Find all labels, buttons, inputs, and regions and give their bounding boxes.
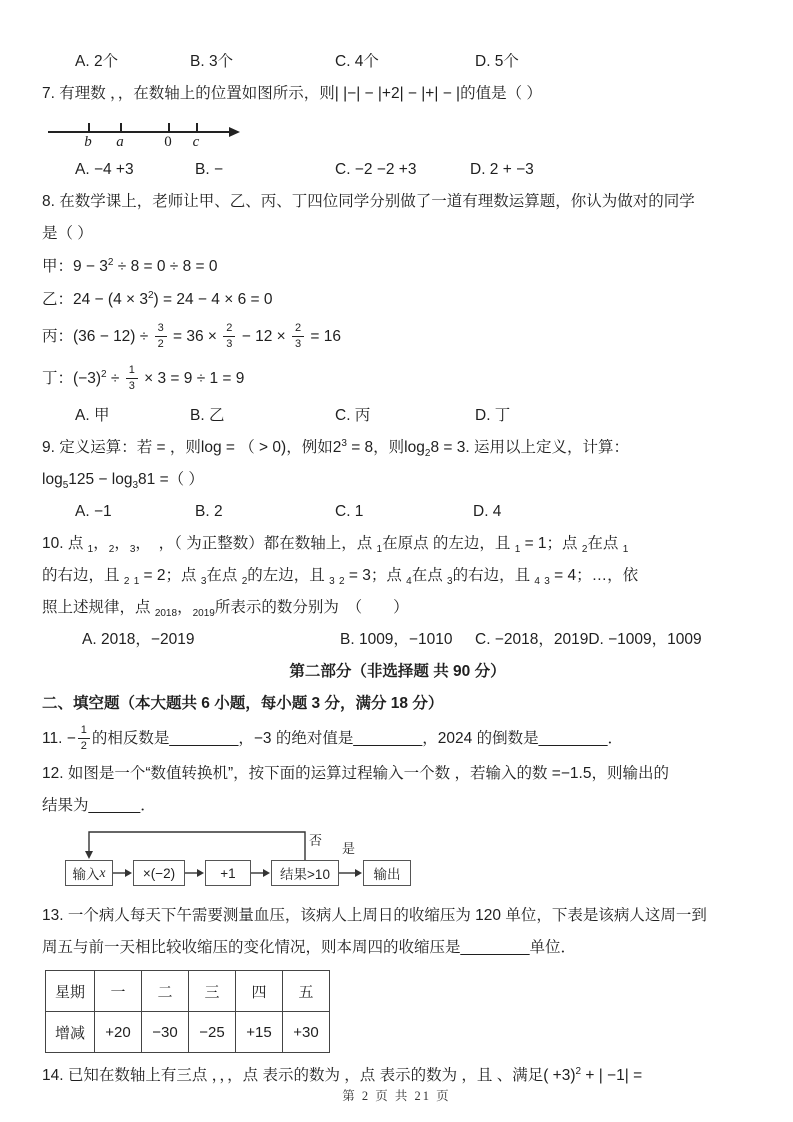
flow-label-yes: 是 <box>342 841 356 856</box>
fill-in-section-header: 二、填空题（本大题共 6 小题，每小题 3 分，满分 18 分） <box>42 695 444 712</box>
q6-option-c: C. 4个 <box>335 53 379 70</box>
numberline-label-0: 0 <box>164 134 172 150</box>
q8-formula-yi: 乙：$24 - (4 \times 3^2) = 24 - 4 \times 6 = 0$ <box>42 289 273 308</box>
q13-stem-line2: 周五与前一天相比较收缩压的变化情况，则本周四的收缩压是________单位． <box>42 939 576 956</box>
q8-stem-line1: 8. 在数学课上，老师让甲、乙、丙、丁四位同学分别做了一道有理数运算题，你认为做对的同学 <box>42 193 695 210</box>
numberline-label-c: c <box>192 134 200 150</box>
q10-options <box>42 624 753 656</box>
table-cell: 一 <box>95 971 142 1012</box>
q10-option-b: B. 1009，−1010 <box>340 631 453 648</box>
flow-label-no: 否 <box>309 833 323 848</box>
q12-flowchart-figure <box>45 824 475 900</box>
q7-option-d: D. 2 + −3 <box>470 161 534 178</box>
flow-box-input-variable: x <box>99 865 106 880</box>
q10-option-a: A. 2018，−2019 <box>82 631 195 648</box>
q8-formula-bing: 丙：(36 − 12) ÷ $\frac{3}{2}$ = 36 × $\frac{2}{3}$ − 12 × $\frac{2}{3}$ = 16 <box>42 321 342 350</box>
q11-stem: 11. − $\frac{1}{2}$ 的相反数是________，−3 的绝对值是________，2024 的倒数是________． <box>42 723 624 752</box>
table-cell: 五 <box>283 971 330 1012</box>
q8-formula-ding: 丁：$(-3)^2$ ÷ $\frac{1}{3}$ × 3 = 9 ÷ 1 = 9 <box>42 363 245 392</box>
q8-option-a: A. 甲 <box>75 407 110 424</box>
q9-stem-line2: $\log_5125 - \log_381$ =（ ） <box>42 471 204 492</box>
table-cell: 二 <box>142 971 189 1012</box>
q13-stem-line1: 13. 一个病人每天下午需要测量血压，该病人上周日的收缩压为 120 单位，下表是该病人这周一到 <box>42 907 707 924</box>
q9-option-a: A. −1 <box>75 503 112 520</box>
flow-box-result-check: 结果>10 <box>271 860 339 886</box>
table-cell: −25 <box>189 1012 236 1053</box>
q8-formula-jia: 甲：$9 - 3^2 \div 8 = 0 \div 8 = 0$ <box>42 256 218 275</box>
numberline-tick-0 <box>168 123 170 132</box>
q8-option-c: C. 丙 <box>335 407 371 424</box>
numberline-arrowhead-icon <box>229 127 240 137</box>
q13-blood-pressure-table <box>45 970 330 1053</box>
numberline-tick-b <box>88 123 90 132</box>
table-cell: 星期 <box>46 971 95 1012</box>
table-cell: 四 <box>236 971 283 1012</box>
q9-option-d: D. 4 <box>473 503 502 520</box>
q6-option-b: B. 3个 <box>190 53 234 70</box>
q9-stem-line1: 9. 定义运算：若 = ，则log = （ > 0)，例如$2^3 = 8$，则$\log_28 = 3$. 运用以上定义，计算： <box>42 437 629 460</box>
q8-options <box>42 400 753 432</box>
table-row-values <box>46 1012 330 1053</box>
table-cell: +30 <box>283 1012 330 1053</box>
flow-box-plus-one: +1 <box>205 860 251 886</box>
numberline-tick-c <box>196 123 198 132</box>
flow-box-input-label: 输入 <box>72 867 100 882</box>
table-cell: +15 <box>236 1012 283 1053</box>
q10-stem-line1: 10. 点 $_1$，$_2$，$_3$， ，（ 为正整数）都在数轴上，点 $_1$在原点 的左边，且 $_1$ = 1；点 $_2$在点 $_1$ <box>42 535 629 556</box>
q10-stem-line3: 照上述规律，点 $_{2018}$，$_{2019}$所表示的数分别为 （ ） <box>42 599 409 620</box>
q7-option-c: C. −2 −2 +3 <box>335 161 417 178</box>
q12-stem-line1: 12. 如图是一个“数值转换机”，按下面的运算过程输入一个数 ，若输入的数 =−1.5，则输出的 <box>42 765 669 782</box>
q9-option-b: B. 2 <box>195 503 223 520</box>
flow-box-input <box>65 860 113 886</box>
table-row-header <box>46 971 330 1012</box>
part2-title: 第二部分（非选择题 共 90 分） <box>289 663 506 680</box>
table-cell: 三 <box>189 971 236 1012</box>
q7-option-b: B. − <box>195 161 224 178</box>
q9-option-c: C. 1 <box>335 503 364 520</box>
q7-numberline-figure <box>45 110 753 154</box>
q7-stem: 7. 有理数 ，，在数轴上的位置如图所示，则| |−| − |+2| − |+| − |的值是（ ） <box>42 85 542 102</box>
q6-option-a: A. 2个 <box>75 53 119 70</box>
q9-options <box>42 496 753 528</box>
page-number-footer: 第 2 页 共 21 页 <box>342 1089 451 1103</box>
table-cell: −30 <box>142 1012 189 1053</box>
q8-option-b: B. 乙 <box>190 407 225 424</box>
q10-option-d: D. −1009，1009 <box>588 631 702 648</box>
q14-stem: 14. 已知在数轴上有三点 ，，，点 表示的数为 ，点 表示的数为 ，且 、满足( +3)$^2$ + | −1| = <box>42 1065 643 1084</box>
flow-box-multiply: ×(−2) <box>133 860 185 886</box>
table-cell: +20 <box>95 1012 142 1053</box>
q6-options <box>42 46 753 78</box>
q12-stem-line2: 结果为______． <box>42 797 156 814</box>
q8-option-d: D. 丁 <box>475 407 511 424</box>
table-cell: 增减 <box>46 1012 95 1053</box>
q6-option-d: D. 5个 <box>475 53 519 70</box>
q10-stem-line2: 的右边，且 $_2$ $_1$ = 2；点 $_3$在点 $_2$的左边，且 $_3$ $_2$ = 3；点 $_4$在点 $_3$的右边，且 $_4$ $_3$ = 4；…，依 <box>42 567 639 588</box>
numberline-label-a: a <box>116 134 124 150</box>
q10-option-c: C. −2018，2019 <box>475 631 589 648</box>
flow-box-output: 输出 <box>363 860 411 886</box>
q8-stem-line2: 是（ ） <box>42 225 93 242</box>
q7-options <box>42 154 753 186</box>
numberline-tick-a <box>120 123 122 132</box>
numberline-label-b: b <box>84 134 92 150</box>
q7-option-a: A. −4 +3 <box>75 161 134 178</box>
